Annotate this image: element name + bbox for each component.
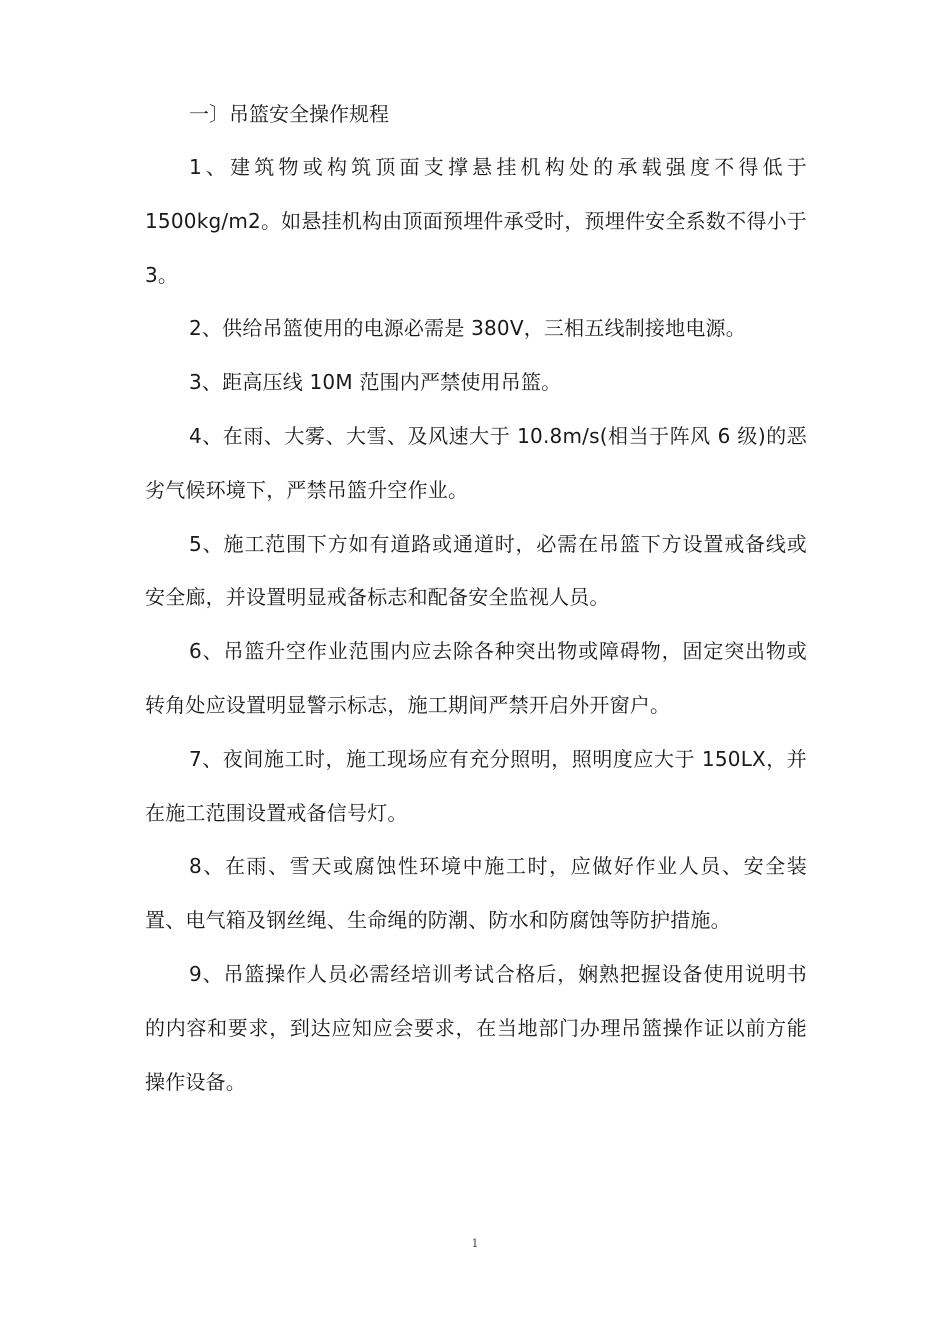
document-body	[145, 88, 807, 1109]
paragraph-2: 2、供给吊篮使用的电源必需是 380V，三相五线制接地电源。	[189, 316, 746, 341]
section-heading: 一〕吊篮安全操作规程	[189, 102, 389, 126]
page-number: 1	[471, 1237, 479, 1250]
paragraph-1: 1、建筑物或构筑顶面支撑悬挂机构处的承载强度不得低于1500kg/m2。如悬挂机构由顶面预埋件承受时，预埋件安全系数不得小于 3。	[145, 155, 807, 287]
paragraph-6: 6、吊篮升空作业范围内应去除各种突出物或障碍物，固定突出物或转角处应设置明显警示标志，施工期间严禁开启外开窗户。	[145, 639, 807, 717]
paragraph-7: 7、夜间施工时，施工现场应有充分照明，照明度应大于 150LX，并在施工范围设置戒备信号灯。	[145, 746, 807, 825]
paragraph-4: 4、在雨、大雾、大雪、及风速大于 10.8m/s(相当于阵风 6 级)的恶劣气候环境下，严禁吊篮升空作业。	[145, 423, 807, 502]
paragraph-3: 3、距高压线 10M 范围内严禁使用吊篮。	[189, 370, 562, 395]
paragraph-5: 5、施工范围下方如有道路或通道时，必需在吊篮下方设置戒备线或安全廊，并设置明显戒备标志和配备安全监视人员。	[145, 531, 807, 610]
paragraph-9: 9、吊篮操作人员必需经培训考试合格后，娴熟把握设备使用说明书的内容和要求，到达应知应会要求，在当地部门办理吊篮操作证以前方能操作设备。	[145, 961, 807, 1094]
paragraph-8: 8、在雨、雪天或腐蚀性环境中施工时，应做好作业人员、安全装置、电气箱及钢丝绳、生命绳的防潮、防水和防腐蚀等防护措施。	[145, 854, 807, 933]
